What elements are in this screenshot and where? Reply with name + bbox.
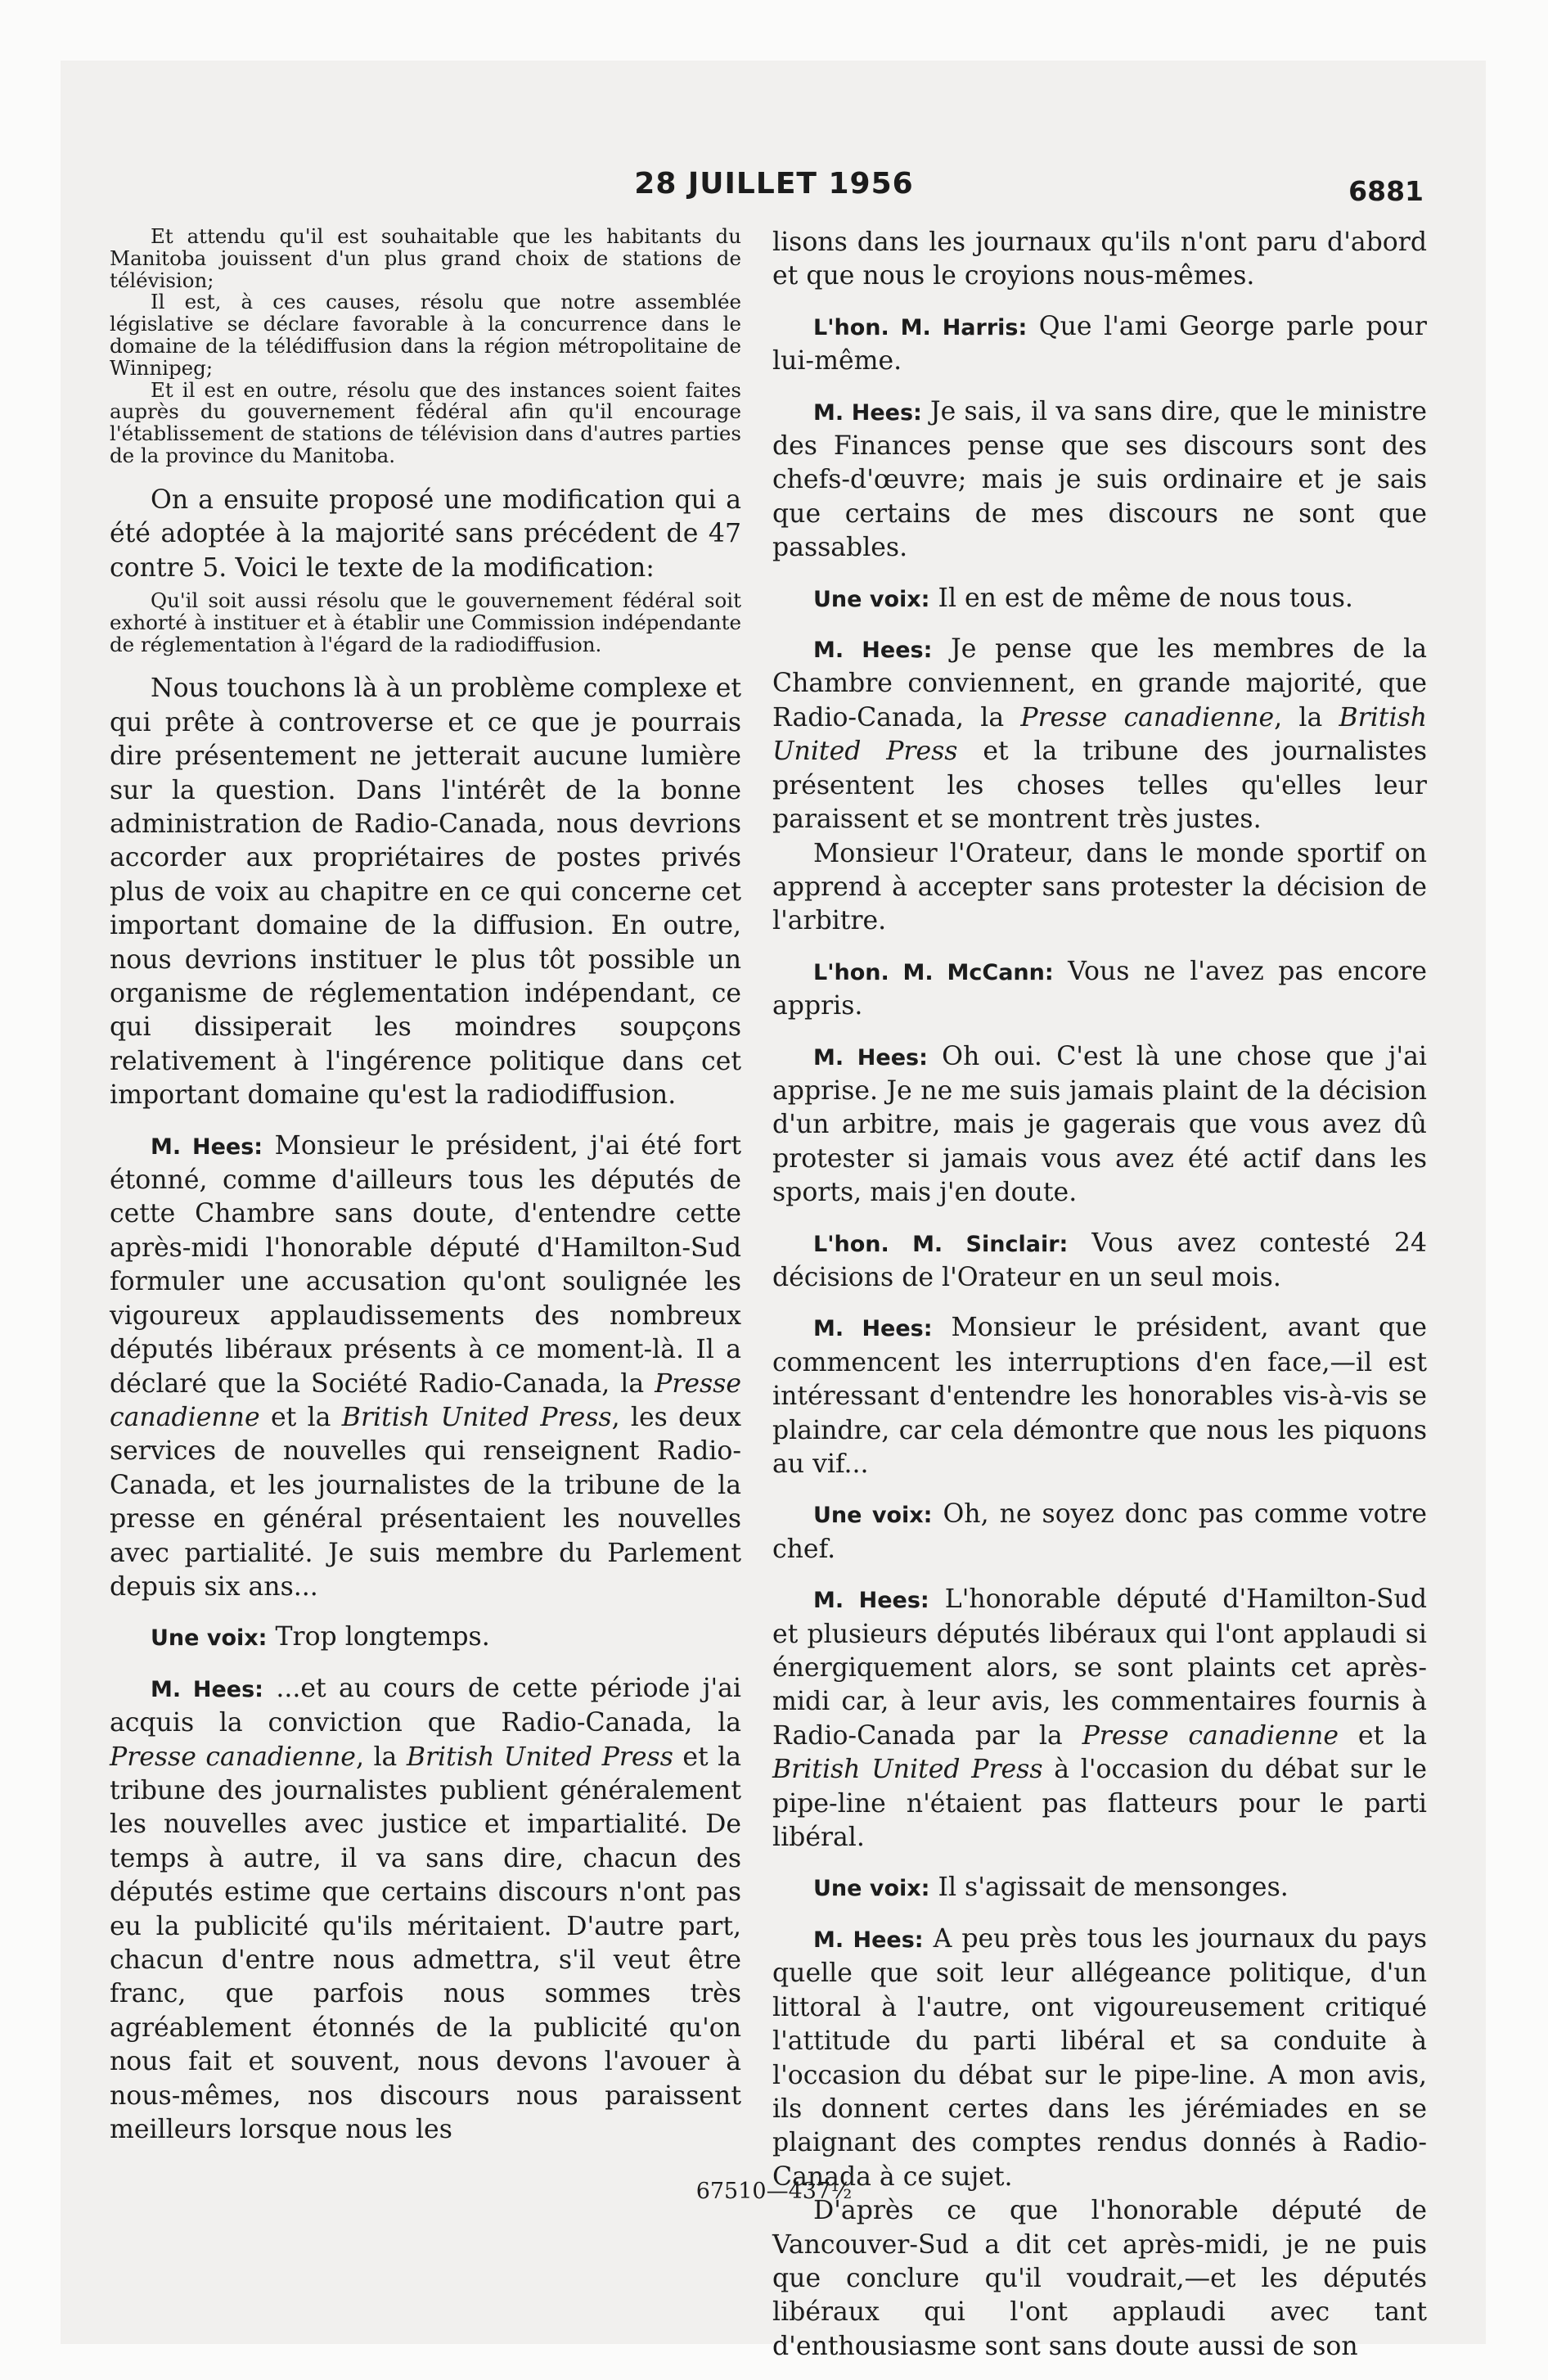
page-header: [0, 160, 1548, 207]
speech-paragraph: Une voix: Il en est de même de nous tous.: [813, 583, 1353, 613]
speaker-name: Une voix:: [813, 586, 930, 612]
speaker-name: L'hon. M. Harris:: [813, 314, 1028, 340]
speech-paragraph: M. Hees: A peu près tous les journaux du pays quelle que soit leur allégeance politique, d'un littoral à l'autre, ont vigoureusement critiqué l'attitude du parti libéral et sa conduite à l'occasion du débat sur le pipe-line. A mon avis, ils donnent certes dans les jérémiades en se plaignant des comptes rendus donnés à Radio-Canada à ce sujet.: [772, 1923, 1427, 2192]
quoted-resolution-paragraph: Et il est en outre, résolu que des instances soient faites auprès du gouvernement fédéral afin qu'il encourage l'établissement de stations de télévision dans d'autres parties de la province du Manitoba.: [110, 377, 741, 467]
speaker-name: L'hon. M. Sinclair:: [813, 1231, 1069, 1257]
quoted-resolution-paragraph: Et attendu qu'il est souhaitable que les habitants du Manitoba jouissent d'un plus grand choix de stations de télévision;: [110, 224, 741, 292]
speech-paragraph: L'hon. M. Sinclair: Vous avez contesté 24 décisions de l'Orateur en un seul mois.: [772, 1228, 1427, 1292]
speaker-name: L'hon. M. McCann:: [813, 959, 1054, 985]
quoted-resolution-paragraph: Il est, à ces causes, résolu que notre assemblée législative se déclare favorable à la concurrence dans le domaine de la télédiffusion dans la région métropolitaine de Winnipeg;: [110, 290, 741, 380]
speech-paragraph: L'hon. M. McCann: Vous ne l'avez pas encore appris.: [772, 956, 1427, 1021]
speaker-name: M. Hees:: [813, 1927, 924, 1953]
speech-paragraph: M. Hees: Oh oui. C'est là une chose que j'ai apprise. Je ne me suis jamais plaint de la décision d'un arbitre, mais je gagerais que vous avez dû protester si jamais vous avez été actif dans les sports, mais j'en doute.: [772, 1041, 1427, 1208]
speaker-name: M. Hees:: [813, 1316, 933, 1342]
speaker-name: Une voix:: [813, 1876, 930, 1902]
right-column: [772, 226, 1427, 2364]
speaker-name: M. Hees:: [813, 399, 922, 426]
speech-paragraph: M. Hees: Monsieur le président, j'ai été fort étonné, comme d'ailleurs tous les députés de cette Chambre sans doute, d'entendre cette après-midi l'honorable député d'Hamilton-Sud formuler une accusation qu'ont soulignée les vigoureux applaudissements des nombreux députés libéraux présents à ce moment-là. Il a déclaré que la Société Radio-Canada, la Presse canadienne et la British United Press, les deux services de nouvelles qui renseignent Radio-Canada, et les journalistes de la tribune de la presse en général présentaient les nouvelles avec partialité. Je suis membre du Parlement depuis six ans...: [110, 1130, 742, 1602]
speech-paragraph: M. Hees: L'honorable député d'Hamilton-Sud et plusieurs députés libéraux qui l'ont applaudi si énergiquement alors, se sont plaints cet après-midi car, à leur avis, les commentaires fournis à Radio-Canada par la Presse canadienne et la British United Press à l'occasion du débat sur le pipe-line n'étaient pas flatteurs pour le parti libéral.: [772, 1584, 1428, 1853]
speech-paragraph: M. Hees: ...et au cours de cette période j'ai acquis la conviction que Radio-Canada, la Presse canadienne, la British United Press et la tribune des journalistes publient généralement les nouvelles avec justice et impartialité. De temps à autre, il va sans dire, chacun des députés estime que certains discours n'ont pas eu la publicité qu'ils méritaient. D'autre part, chacun d'entre nous admettra, s'il veut être franc, que parfois nous sommes très agréablement étonnés de la publicité qu'on nous fait et souvent, nous devons l'avouer à nous-mêmes, nos discours nous paraissent meilleurs lorsque nous les: [110, 1673, 741, 2145]
speech-paragraph: L'hon. M. Harris: Que l'ami George parle pour lui-même.: [772, 311, 1427, 376]
speech-paragraph: Une voix: Oh, ne soyez donc pas comme votre chef.: [772, 1499, 1427, 1564]
page-footer-code: 67510—437½: [695, 2179, 853, 2204]
speech-paragraph: Une voix: Il s'agissait de mensonges.: [813, 1873, 1289, 1903]
page-date: 28 JUILLET 1956: [634, 167, 914, 201]
body-paragraph: On a ensuite proposé une modification qui a été adoptée à la majorité sans précédent de 47 contre 5. Voici le texte de la modification:: [110, 485, 741, 583]
speaker-name: M. Hees:: [151, 1676, 263, 1702]
body-paragraph: Nous touchons là à un problème complexe et qui prête à controverse et ce que je pourrais dire présentement ne jetterait aucune lumière sur la question. Dans l'intérêt de la bonne administration de Radio-Canada, nous devrions accorder aux propriétaires de postes privés plus de voix au chapitre en ce qui concerne cet important domaine de la diffusion. En outre, nous devrions instituer le plus tôt possible un organisme de réglementation indépendant, ce qui dissiperait les moindres soupçons relativement à l'ingérence politique dans cet important domaine qu'est la radiodiffusion.: [110, 674, 741, 1111]
speaker-name: Une voix:: [813, 1503, 933, 1529]
body-paragraph: Monsieur l'Orateur, dans le monde sportif on apprend à accepter sans protester la décision de l'arbitre.: [772, 838, 1427, 936]
speaker-name: M. Hees:: [813, 1044, 928, 1071]
page-number: 6881: [1348, 175, 1424, 207]
body-paragraph: D'après ce que l'honorable député de Vancouver-Sud a dit cet après-midi, je ne puis que conclure qu'il voudrait,—et les députés libéraux qui l'ont applaudi avec tant d'enthousiasme sont sans doute aussi de son: [772, 2196, 1427, 2361]
continued-paragraph: lisons dans les journaux qu'ils n'ont paru d'abord et que nous le croyions nous-mêmes.: [772, 228, 1427, 291]
left-column: [110, 226, 741, 2147]
speaker-name: Une voix:: [151, 1625, 268, 1652]
speech-paragraph: M. Hees: Monsieur le président, avant que commencent les interruptions d'en face,—il est intéressant d'entendre les honorables vis-à-vis se plaindre, car cela démontre que nous les piquons au vif...: [772, 1313, 1427, 1479]
speech-paragraph: Une voix: Trop longtemps.: [151, 1622, 490, 1652]
quoted-amendment-paragraph: Qu'il soit aussi résolu que le gouvernement fédéral soit exhorté à instituer et à établir une Commission indépendante de réglementation à l'égard de la radiodiffusion.: [110, 588, 741, 656]
speaker-name: M. Hees:: [151, 1134, 263, 1160]
speaker-name: M. Hees:: [813, 638, 933, 664]
speaker-name: M. Hees:: [813, 1588, 929, 1614]
speech-paragraph: M. Hees: Je pense que les membres de la Chambre conviennent, en grande majorité, que Radio-Canada, la Presse canadienne, la British United Press et la tribune des journalistes présentent les choses telles qu'elles leur paraissent et se montrent très justes.: [772, 634, 1427, 835]
speech-paragraph: M. Hees: Je sais, il va sans dire, que le ministre des Finances pense que ses discours sont des chefs-d'œuvre; mais je suis ordinaire et je sais que certains de mes discours ne sont que passables.: [772, 396, 1427, 563]
